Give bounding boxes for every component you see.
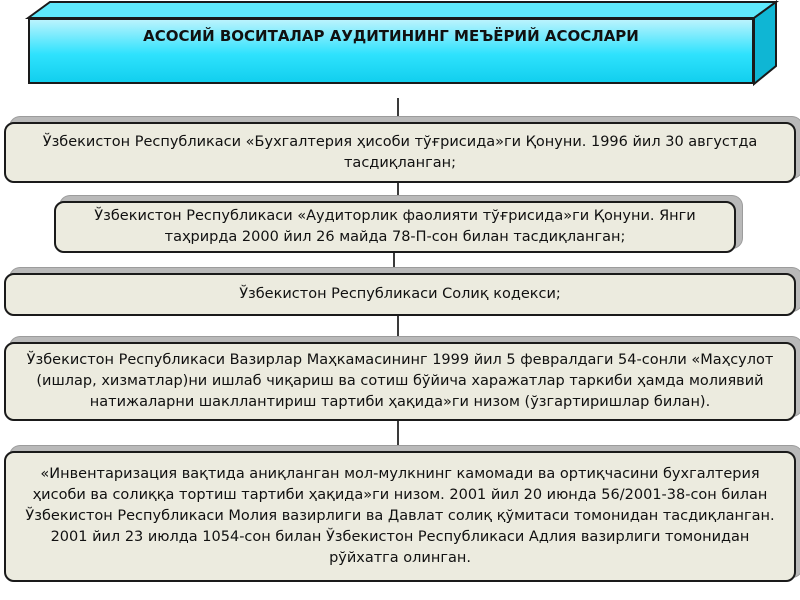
title-banner <box>0 0 800 110</box>
page-title: АСОСИЙ ВОСИТАЛАР АУДИТИНИНГ МЕЪЁРИЙ АСОСЛАРИ <box>143 27 639 45</box>
regulation-box-cabinet <box>4 342 796 421</box>
regulation-text-inventory: «Инвентаризация вақтида аниқланган мол-мулкнинг камомади ва ортиқчасини бухгалтерия ҳисоби ва солиққа тортиш тартиби ҳақида»ги низом. 2001 йил 20 июнда 56/2001-38-сон билан Ўзбекистон Республикаси Молия вазирлиги ва Давлат солиқ қўмитаси томонидан тасдиқланган. 2001 йил 23 июлда 1054-сон билан Ўзбекистон Республикаси Адлия вазирлиги томонидан рўйхатга олинган. <box>25 466 775 566</box>
connector-line <box>397 316 399 342</box>
law-box-accounting <box>4 122 796 183</box>
regulation-text-cabinet: Ўзбекистон Республикаси Вазирлар Маҳкамасининг 1999 йил 5 февралдаги 54-сонли «Маҳсулот (ишлар, хизматлар)ни ишлаб чиқариш ва сотиш бўйича харажатлар таркиби ҳамда молиявий натижаларни шакллантириш тартиби ҳақида»ги низом (ўзгартиришлар билан). <box>26 352 774 410</box>
connector-line <box>397 421 399 451</box>
law-text-accounting: Ўзбекистон Республикаси «Бухгалтерия ҳисоби тўғрисида»ги Қонуни. 1996 йил 30 августда тасдиқланган; <box>42 133 758 171</box>
law-box-audit <box>54 201 736 253</box>
law-box-tax-code <box>4 273 796 316</box>
connector-line <box>397 183 399 201</box>
connector-line <box>397 98 399 122</box>
regulation-box-inventory <box>4 451 796 582</box>
law-text-tax-code: Ўзбекистон Республикаси Солиқ кодекси; <box>239 286 561 302</box>
law-text-audit: Ўзбекистон Республикаси «Аудиторлик фаолияти тўғрисида»ги Қонуни. Янги таҳрирда 2000 йил 26 майда 78-П-сон билан тасдиқланган; <box>94 208 696 245</box>
connector-line <box>393 253 395 273</box>
